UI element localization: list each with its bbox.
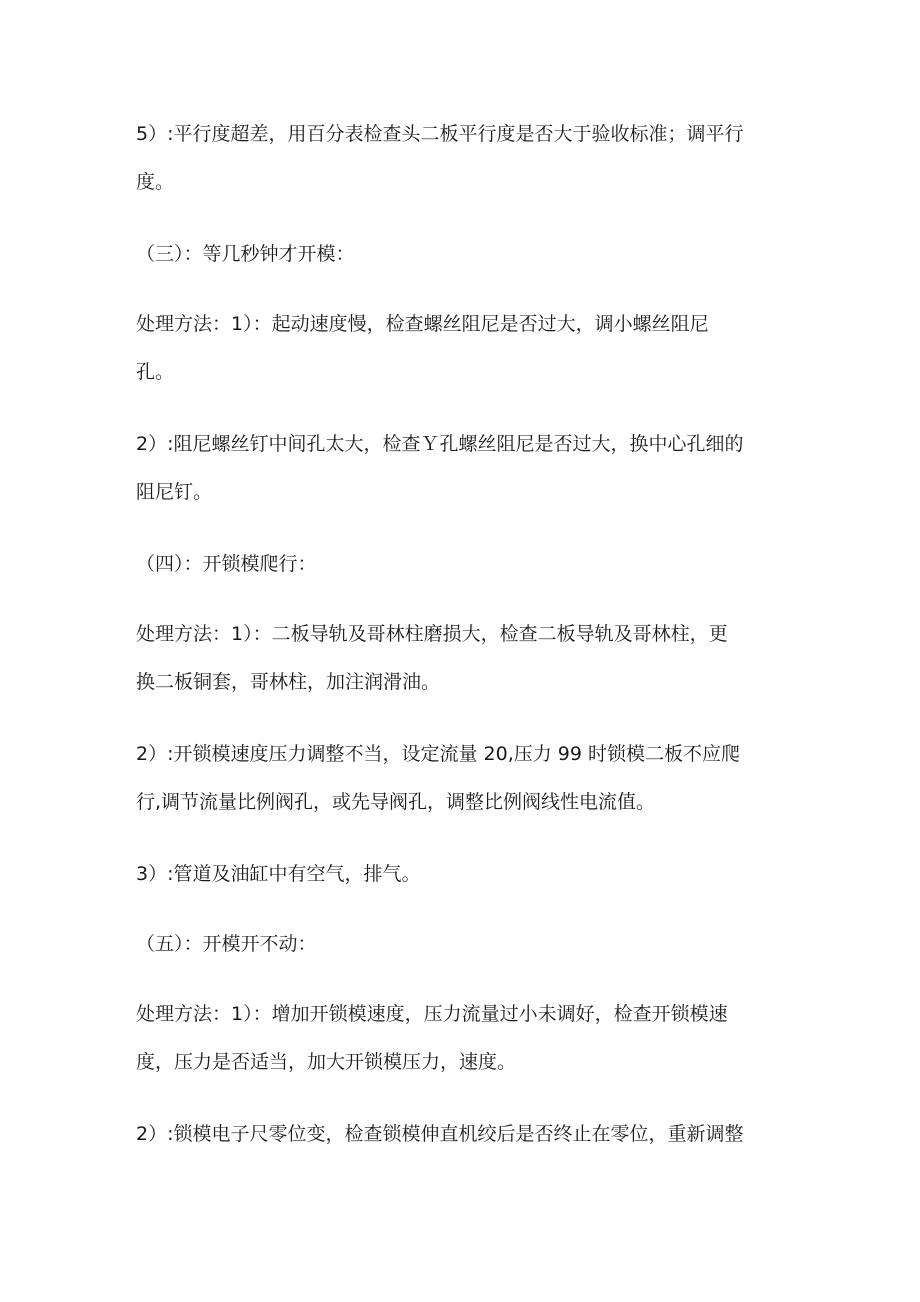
text-line: 处理方法：1）：起动速度慢，检查螺丝阻尼是否过大，调小螺丝阻尼 — [136, 313, 709, 335]
text-line: 2）:阻尼螺丝钉中间孔太大，检查Ｙ孔螺丝阻尼是否过大，换中心孔细的 — [136, 433, 744, 455]
text-line: （五）：开模开不动： — [136, 933, 317, 955]
paragraph-damping-screw — [136, 420, 796, 516]
paragraph-parallelism-exceeded — [136, 110, 796, 206]
paragraph-air-in-pipes — [136, 850, 796, 898]
paragraph-speed-pressure — [136, 730, 796, 826]
section-heading-three — [136, 230, 796, 278]
text-line: 度。 — [136, 171, 175, 193]
paragraph-guide-rail-wear — [136, 610, 796, 706]
text-line: 阻尼钉。 — [136, 481, 213, 503]
text-line: 3）:管道及油缸中有空气，排气。 — [136, 863, 421, 885]
text-line: 行,调节流量比例阀孔，或先导阀孔，调整比例阀线性电流值。 — [136, 791, 656, 813]
paragraph-increase-speed — [136, 990, 796, 1086]
text-line: 处理方法：1）：增加开锁模速度，压力流量过小未调好，检查开锁模速 — [136, 1003, 728, 1025]
text-line: 处理方法：1）：二板导轨及哥林柱磨损大，检查二板导轨及哥林柱，更 — [136, 623, 728, 645]
text-line: 换二板铜套，哥林柱，加注润滑油。 — [136, 671, 441, 693]
text-line: 2）:开锁模速度压力调整不当，设定流量 20,压力 99 时锁模二板不应爬 — [136, 743, 741, 765]
text-line: （三）：等几秒钟才开模： — [136, 243, 355, 265]
section-heading-four — [136, 540, 796, 588]
section-heading-five — [136, 920, 796, 968]
text-line: 孔。 — [136, 361, 175, 383]
paragraph-slow-start — [136, 300, 796, 396]
paragraph-electronic-ruler — [136, 1110, 796, 1158]
text-line: （四）：开锁模爬行： — [136, 553, 317, 575]
text-line: 5）:平行度超差，用百分表检查头二板平行度是否大于验收标准；调平行 — [136, 123, 744, 145]
text-line: 2）:锁模电子尺零位变，检查锁模伸直机绞后是否终止在零位，重新调整 — [136, 1123, 744, 1145]
text-line: 度，压力是否适当，加大开锁模压力，速度。 — [136, 1051, 517, 1073]
